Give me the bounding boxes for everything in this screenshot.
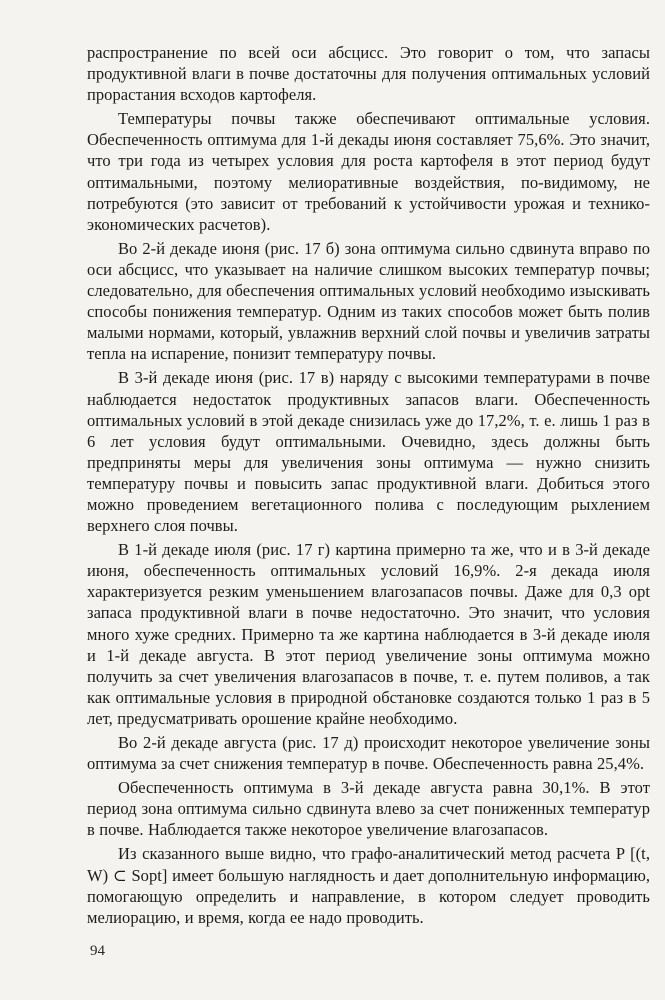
paragraph: Во 2-й декаде июня (рис. 17 б) зона оптимума сильно сдвинута вправо по оси абсцисс, что указывает на наличие слишком высоких температур почвы; следовательно, для обеспечения оптимальных условий необходимо изыскивать способы понижения температур. Одним из таких способов может быть полив малыми нормами, который, увлажнив верхний слой почвы и увеличив затраты тепла на испарение, понизит температуру почвы. (87, 238, 650, 364)
paragraph: Из сказанного выше видно, что графо-аналитический метод расчета P [(t, W) ⊂ Sopt] имеет большую наглядность и дает дополнительную информацию, помогающую определить и направление, в котором следует проводить мелиорацию, и время, когда ее надо проводить. (87, 844, 650, 927)
paragraph-continuation: распространение по всей оси абсцисс. Это говорит о том, что запасы продуктивной влаги в почве достаточны для получения оптимальных условий прорастания всходов картофеля. (87, 43, 650, 105)
paragraph: Обеспеченность оптимума в 3-й декаде августа равна 30,1%. В этот период зона оптимума сильно сдвинута влево за счет пониженных температур в почве. Наблюдается также некоторое увеличение влагозапасов. (87, 778, 650, 840)
paragraph: Во 2-й декаде августа (рис. 17 д) происходит некоторое увеличение зоны оптимума за счет снижения температур в почве. Обеспеченность равна 25,4%. (87, 733, 650, 774)
paragraph: Температуры почвы также обеспечивают оптимальные условия. Обеспеченность оптимума для 1-й декады июня составляет 75,6%. Это значит, что три года из четырех условия для роста картофеля в этот период будут оптимальными, поэтому мелиоративные воздействия, по-видимому, не потребуются (это зависит от требований к устойчивости урожая и технико-экономических расчетов). (87, 109, 650, 234)
paragraph: В 1-й декаде июля (рис. 17 г) картина примерно та же, что и в 3-й декаде июня, обеспеченность оптимальных условий 16,9%. 2-я декада июля характеризуется резким уменьшением влагозапасов почвы. Даже для 0,3 opt запаса продуктивной влаги в почве недостаточно. Это значит, что условия много хуже средних. Примерно та же картина наблюдается в 3-й декаде июля и 1-й декаде августа. В этот период увеличение зоны оптимума можно получить за счет увеличения влагозапасов в почве, т. е. путем поливов, а так как оптимальные условия в природной обстановке создаются только 1 раз в 5 лет, предусматривать орошение крайне необходимо. (87, 540, 650, 728)
paragraph: В 3-й декаде июня (рис. 17 в) наряду с высокими температурами в почве наблюдается недостаток продуктивных запасов влаги. Обеспеченность оптимальных условий в этой декаде снизилась уже до 17,2%, т. е. лишь 1 раз в 6 лет условия будут оптимальными. Очевидно, здесь должны быть предприняты меры для увеличения зоны оптимума — нужно снизить температуру почвы и повысить запас продуктивной влаги. Добиться этого можно проведением вегетационного полива с последующим рыхлением верхнего слоя почвы. (87, 368, 650, 536)
page-number: 94 (90, 943, 105, 959)
page-body (87, 42, 650, 931)
